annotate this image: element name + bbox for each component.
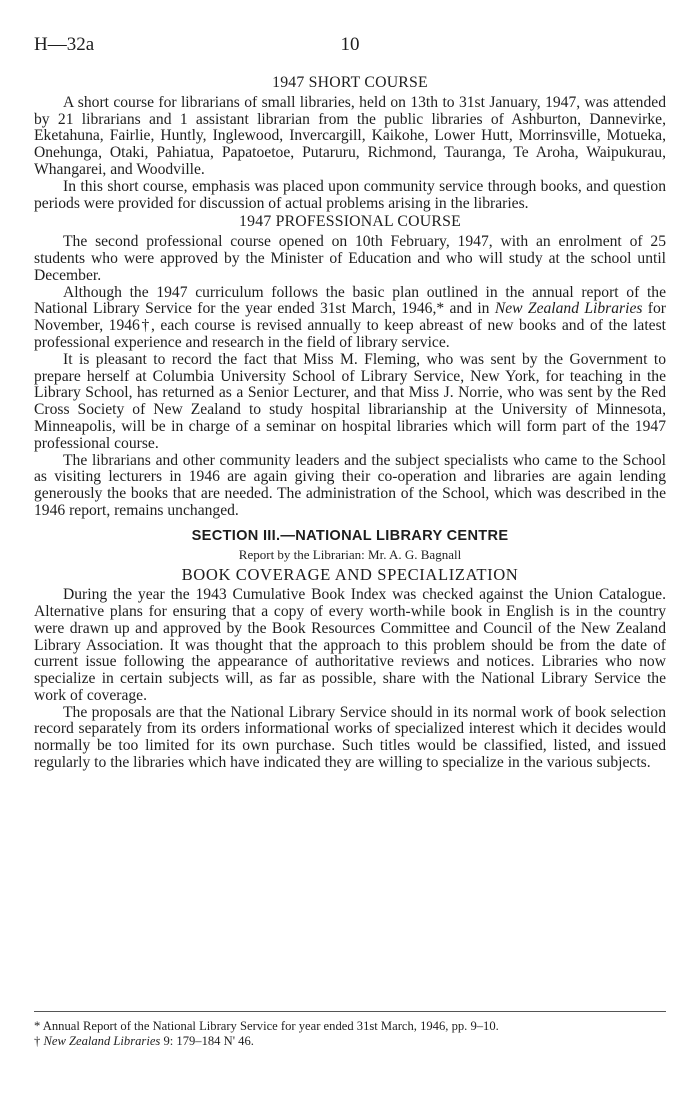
paragraph-text: for November, 1946†, each course is revised annually to keep abreast of new books and of the latest professional experience and research in the field of library service. <box>34 300 666 351</box>
journal-title: New Zealand Libraries <box>43 1034 161 1048</box>
professional-course-paragraph-2 <box>34 285 666 352</box>
book-coverage-paragraph-1: During the year the 1943 Cumulative Book Index was checked against the Union Catalogue. Alternative plans for ensuring that a copy of every worth-while book in English is in the country were drawn up and approved by the Book Resources Committee and Council of the New Zealand Library Association. It was thought that the approach to this problem should be from the date of current issue following the appearance of authoritative reviews and notices. Libraries who now specialize in certain subjects will, as far as possible, share with the National Library Service the work of coverage. <box>34 586 666 704</box>
footnote-text: 9: 179–184 N' 46. <box>160 1034 254 1048</box>
journal-title: New Zealand Libraries <box>494 300 643 318</box>
book-coverage-paragraph-2: The proposals are that the National Library Service should in its normal work of book selection record separately from its orders informational works of specialized interest which it decides would normally be too limited for its own purchase. Such titles would be classified, listed, and issued regularly to the libraries which have indicated they are willing to specialize in the various subjects. <box>34 703 666 772</box>
footnotes <box>34 1011 666 1049</box>
section-heading: SECTION III.—NATIONAL LIBRARY CENTRE <box>191 527 509 544</box>
page-header <box>34 34 666 58</box>
professional-course-paragraph-4: The librarians and other community leaders and the subject specialists who came to the School as visiting lecturers in 1946 are again giving their co-operation and libraries are again lending generously the books that are needed. The administration of the School, which was described in the 1946 report, remains unchanged. <box>34 451 666 519</box>
professional-course-paragraph-1: The second professional course opened on 10th February, 1947, with an enrolment of 25 students who were approved by the Minister of Education and who will study at the school until December. <box>34 233 666 284</box>
report-byline: Report by the Librarian: Mr. A. G. Bagnall <box>238 546 462 562</box>
professional-course-paragraph-3: It is pleasant to record the fact that Miss M. Fleming, who was sent by the Government to prepare herself at Columbia University School of Library Service, New York, for teaching in the Library School, has returned as a Senior Lecturer, and that Miss J. Norrie, who was sent by the Red Cross Society of New Zealand to study hospital librarianship at the University of Minnesota, Minneapolis, will be in charge of a seminar on hospital libraries which will form part of the 1947 professional course. <box>34 350 666 452</box>
footnote-mark: † <box>34 1034 44 1048</box>
paragraph-text: Although the 1947 curriculum follows the basic plan outlined in the annual report of the National Library Service for the year ended 31st March, 1946,* and in <box>34 283 666 318</box>
short-course-paragraph-1: A short course for librarians of small libraries, held on 13th to 31st January, 1947, was attended by 21 librarians and 1 assistant librarian from the public libraries of Ashburton, Dannevirke, Eketahuna, Fairlie, Huntly, Inglewood, Invercargill, Kaikohe, Lower Hutt, Morrinsville, Motueka, Onehunga, Otaki, Pahiatua, Papatoetoe, Putaruru, Richmond, Tauranga, Te Aroha, Waipukurau, Whangarei, and Woodville. <box>34 93 666 178</box>
professional-course-heading: 1947 PROFESSIONAL COURSE <box>239 213 461 231</box>
page-number: 10 <box>340 34 360 55</box>
book-coverage-heading: BOOK COVERAGE AND SPECIALIZATION <box>181 565 519 585</box>
document-body <box>34 75 666 772</box>
short-course-paragraph-2: In this short course, emphasis was placed upon community service through books, and question periods were provided for discussion of actual problems arising in the libraries. <box>34 177 666 212</box>
footnote-2 <box>34 1034 666 1049</box>
footnote-1: * Annual Report of the National Library Service for year ended 31st March, 1946, pp. 9–10. <box>34 1019 499 1033</box>
page-reference: H—32a <box>34 34 95 55</box>
short-course-heading: 1947 SHORT COURSE <box>272 74 428 91</box>
